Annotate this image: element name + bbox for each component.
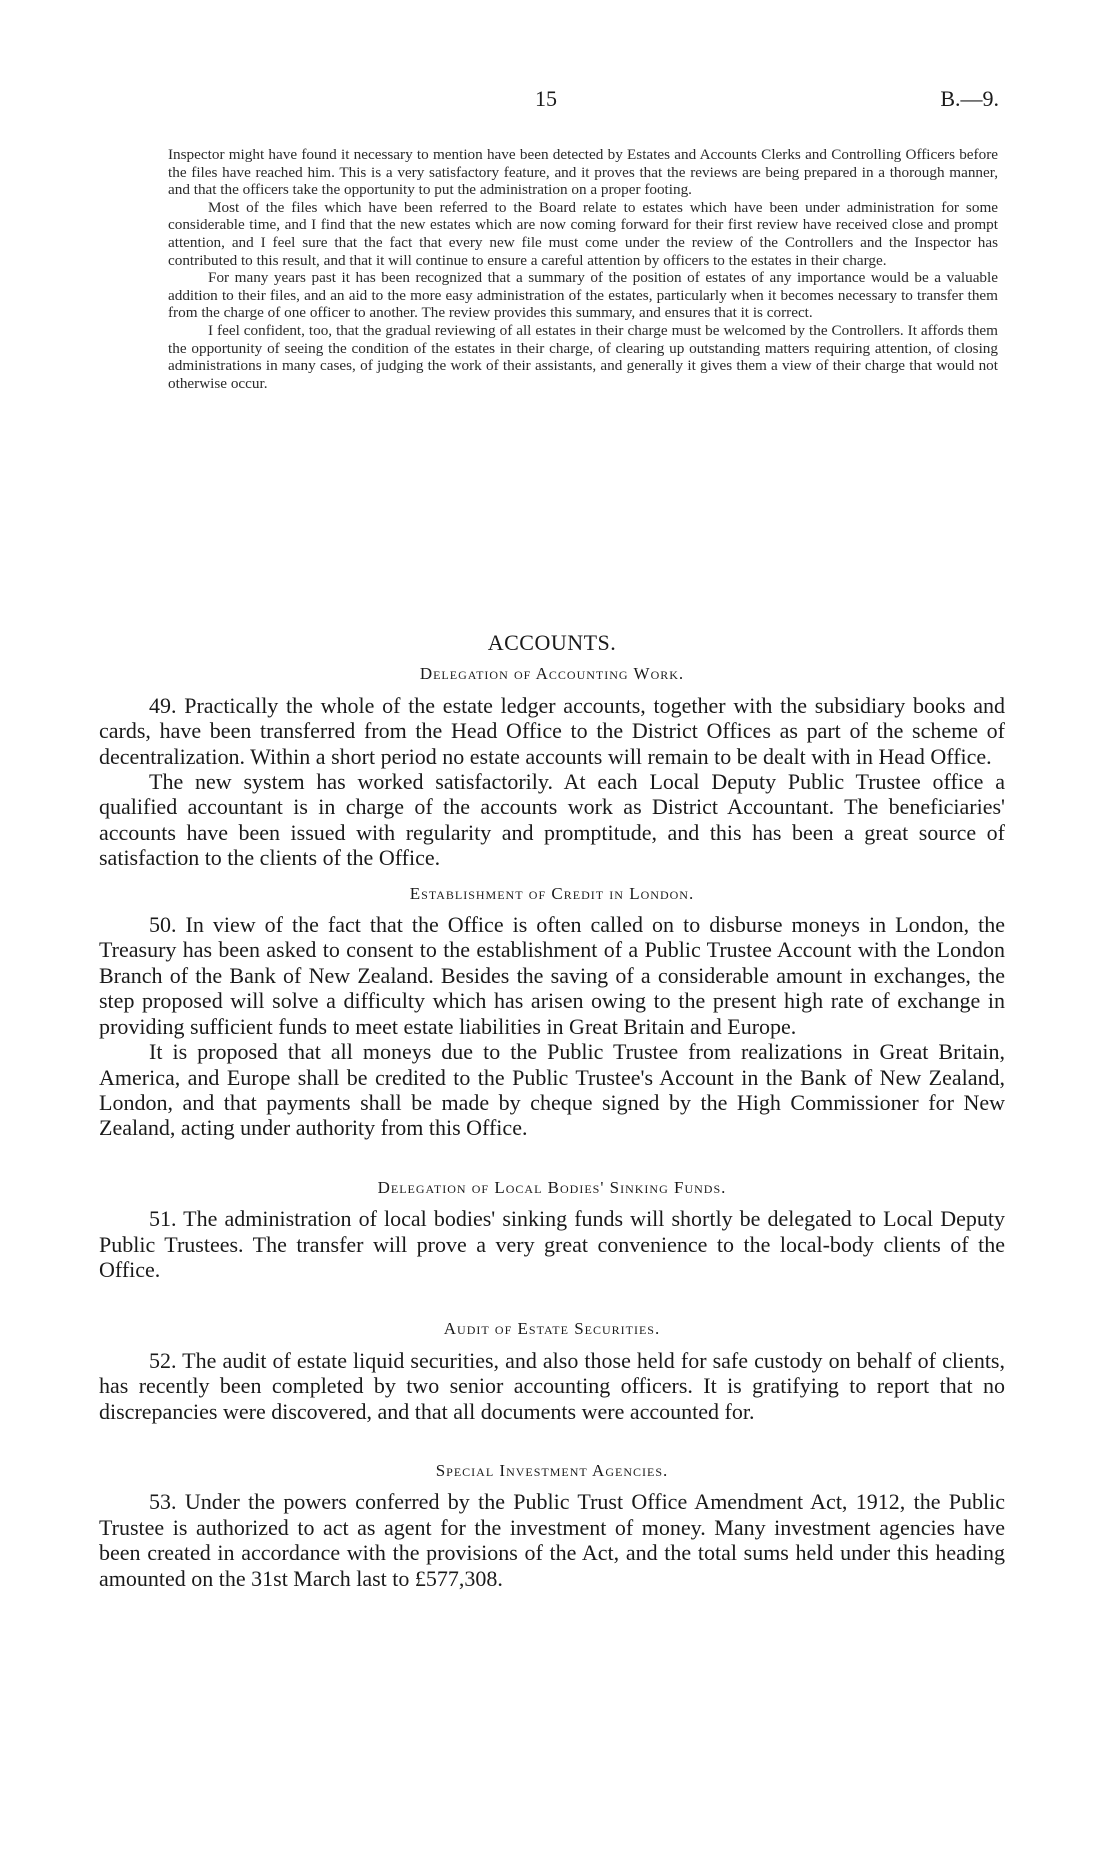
subsection-heading: Special Investment Agencies. <box>435 1460 669 1480</box>
body-paragraph: Inspector might have found it necessary to mention have been detected by Estates and Accounts Clerks and Controlling Officers before the files have reached him. This is a very satisfactory feature, and it proves that the reviews are being prepared in a thorough manner, and that the officers take the opportunity to put the administration on a proper footing. <box>168 146 998 199</box>
body-paragraph: Most of the files which have been referred to the Board relate to estates which have been under administration for some considerable time, and I find that the new estates which are now coming forward for their first review have received close and prompt attention, and I feel sure that the fact that every new file must come under the review of the Controllers and the Inspector has contributed to this result, and that it will continue to ensure a careful attention by officers to the estates in their charge. <box>168 198 998 269</box>
section-title: ACCOUNTS. <box>487 630 617 655</box>
subsection-heading: Delegation of Accounting Work. <box>419 664 685 684</box>
body-paragraph: 49. Practically the whole of the estate ledger accounts, together with the subsidiary books and cards, have been transferred from the Head Office to the District Offices as part of the scheme of decentralization. Within a short period no estate accounts will remain to be dealt with in Head Office. <box>99 692 1005 769</box>
body-paragraph: 53. Under the powers conferred by the Public Trust Office Amendment Act, 1912, the Public Trustee is authorized to act as agent for the investment of money. Many investment agencies have been created in accordance with the provisions of the Act, and the total sums held under this heading amounted on the 31st March last to £577,308. <box>99 1489 1005 1591</box>
body-paragraph: The new system has worked satisfactorily. At each Local Deputy Public Trustee office a qualified accountant is in charge of the accounts work as District Accountant. The beneficiaries' accounts have been issued with regularity and promptitude, and this has been a great source of satisfaction to the clients of the Office. <box>99 769 1005 871</box>
body-paragraph: 52. The audit of estate liquid securities, and also those held for safe custody on behalf of clients, has recently been completed by two senior accounting officers. It is gratifying to report that no discrepancies were discovered, and that all documents were accounted for. <box>99 1347 1005 1424</box>
inspection-report-text <box>168 146 998 392</box>
subsection-heading: Audit of Estate Securities. <box>443 1319 661 1339</box>
body-paragraph: 51. The administration of local bodies' sinking funds will shortly be delegated to Local Deputy Public Trustees. The transfer will prove a very great convenience to the local-body clients of the Office. <box>99 1206 1005 1282</box>
body-paragraph: It is proposed that all moneys due to the Public Trustee from realizations in Great Britain, America, and Europe shall be credited to the Public Trustee's Account in the Bank of New Zealand, London, and that payments shall be made by cheque signed by the High Commissioner for New Zealand, acting under authority from this Office. <box>99 1039 1005 1141</box>
body-paragraph: For many years past it has been recognized that a summary of the position of estates of any importance would be a valuable addition to their files, and an aid to the more easy administration of the estates, particularly when it becomes necessary to transfer them from the charge of one officer to another. The review provides this summary, and ensures that it is correct. <box>168 269 998 322</box>
body-paragraph: 50. In view of the fact that the Office is often called on to disburse moneys in London, the Treasury has been asked to consent to the establishment of a Public Trustee Account with the London Branch of the Bank of New Zealand. Besides the saving of a considerable amount in exchanges, the step proposed will solve a difficulty which has arisen owing to the present high rate of exchange in providing sufficient funds to meet estate liabilities in Great Britain and Europe. <box>99 912 1005 1039</box>
document-reference: B.—9. <box>940 86 999 111</box>
page-number: 15 <box>535 86 557 111</box>
subsection-heading: Delegation of Local Bodies' Sinking Funds. <box>377 1177 727 1197</box>
accounts-section <box>99 630 1005 1591</box>
page-header <box>0 86 1114 116</box>
body-paragraph: I feel confident, too, that the gradual reviewing of all estates in their charge must be welcomed by the Controllers. It affords them the opportunity of seeing the condition of the estates in their charge, of clearing up outstanding matters requiring attention, of closing administrations in many cases, of judging the work of their assistants, and generally it gives them a view of their charge that would not otherwise occur. <box>168 321 998 392</box>
subsection-heading: Establishment of Credit in London. <box>409 883 695 903</box>
